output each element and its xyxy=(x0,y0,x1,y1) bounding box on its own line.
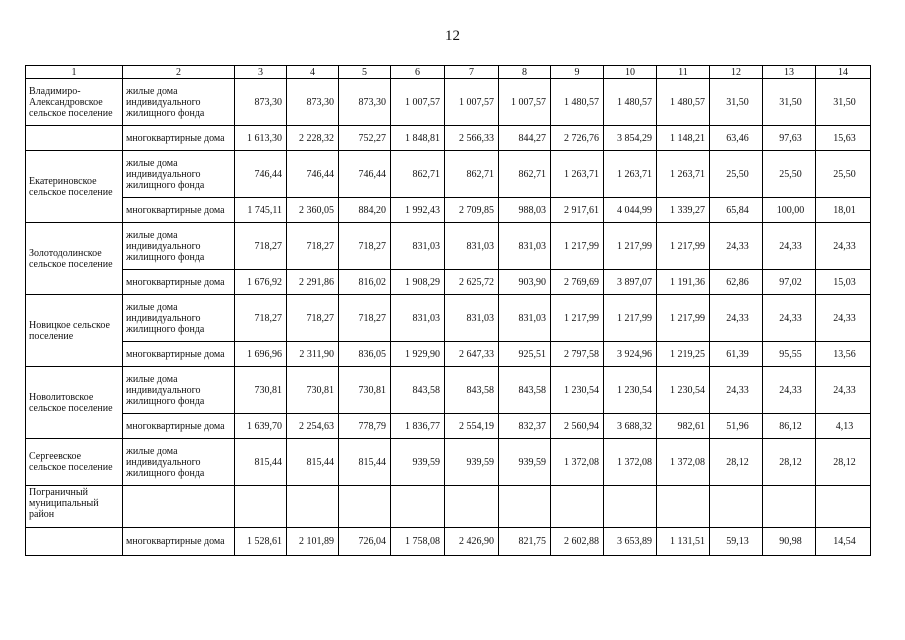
value-cell: 25,50 xyxy=(816,151,871,198)
value-cell: 24,33 xyxy=(763,367,816,414)
value-cell: 2 560,94 xyxy=(551,414,604,439)
value-cell: 1 480,57 xyxy=(657,79,710,126)
value-cell: 1 217,99 xyxy=(604,223,657,270)
settlement-name: Екатериновское сельское поселение xyxy=(26,151,123,223)
value-cell: 24,33 xyxy=(816,367,871,414)
value-cell: 726,04 xyxy=(339,528,391,556)
value-cell: 1 131,51 xyxy=(657,528,710,556)
table-row xyxy=(26,295,871,342)
value-cell: 2 311,90 xyxy=(287,342,339,367)
table-row xyxy=(26,367,871,414)
value-cell: 1 676,92 xyxy=(235,270,287,295)
value-cell: 873,30 xyxy=(235,79,287,126)
value-cell: 718,27 xyxy=(287,223,339,270)
value-cell: 51,96 xyxy=(710,414,763,439)
value-cell: 815,44 xyxy=(235,439,287,486)
value-cell: 718,27 xyxy=(339,295,391,342)
value-cell: 59,13 xyxy=(710,528,763,556)
table-row xyxy=(26,223,871,270)
value-cell: 752,27 xyxy=(339,126,391,151)
value-cell: 862,71 xyxy=(445,151,499,198)
empty-cell xyxy=(763,486,816,528)
value-cell: 24,33 xyxy=(710,223,763,270)
value-cell: 90,98 xyxy=(763,528,816,556)
table-row xyxy=(26,528,871,556)
value-cell: 97,02 xyxy=(763,270,816,295)
column-header: 4 xyxy=(287,66,339,79)
value-cell: 4,13 xyxy=(816,414,871,439)
value-cell: 1 613,30 xyxy=(235,126,287,151)
value-cell: 2 726,76 xyxy=(551,126,604,151)
value-cell: 24,33 xyxy=(763,223,816,270)
value-cell: 831,03 xyxy=(445,295,499,342)
value-cell: 4 044,99 xyxy=(604,198,657,223)
value-cell: 2 797,58 xyxy=(551,342,604,367)
value-cell: 14,54 xyxy=(816,528,871,556)
housing-type: жилые дома индивидуального жилищного фонда xyxy=(123,223,235,270)
value-cell: 2 426,90 xyxy=(445,528,499,556)
value-cell: 2 566,33 xyxy=(445,126,499,151)
housing-type: многоквартирные дома xyxy=(123,198,235,223)
value-cell: 1 219,25 xyxy=(657,342,710,367)
empty-cell xyxy=(123,486,235,528)
value-cell: 832,37 xyxy=(499,414,551,439)
value-cell: 730,81 xyxy=(339,367,391,414)
housing-type: многоквартирные дома xyxy=(123,414,235,439)
value-cell: 2 254,63 xyxy=(287,414,339,439)
value-cell: 988,03 xyxy=(499,198,551,223)
empty-cell xyxy=(710,486,763,528)
empty-cell xyxy=(26,528,123,556)
empty-cell xyxy=(657,486,710,528)
value-cell: 15,63 xyxy=(816,126,871,151)
value-cell: 718,27 xyxy=(235,223,287,270)
value-cell: 1 217,99 xyxy=(657,223,710,270)
value-cell: 65,84 xyxy=(710,198,763,223)
empty-cell xyxy=(287,486,339,528)
empty-cell xyxy=(604,486,657,528)
column-header: 6 xyxy=(391,66,445,79)
value-cell: 63,46 xyxy=(710,126,763,151)
value-cell: 28,12 xyxy=(763,439,816,486)
value-cell: 862,71 xyxy=(499,151,551,198)
value-cell: 1 836,77 xyxy=(391,414,445,439)
empty-cell xyxy=(445,486,499,528)
value-cell: 1 480,57 xyxy=(551,79,604,126)
value-cell: 1 992,43 xyxy=(391,198,445,223)
value-cell: 2 647,33 xyxy=(445,342,499,367)
value-cell: 1 528,61 xyxy=(235,528,287,556)
value-cell: 1 372,08 xyxy=(551,439,604,486)
empty-cell xyxy=(551,486,604,528)
value-cell: 25,50 xyxy=(763,151,816,198)
column-header: 13 xyxy=(763,66,816,79)
housing-type: жилые дома индивидуального жилищного фонда xyxy=(123,295,235,342)
value-cell: 836,05 xyxy=(339,342,391,367)
table-row xyxy=(26,126,871,151)
column-header: 2 xyxy=(123,66,235,79)
value-cell: 1 007,57 xyxy=(391,79,445,126)
value-cell: 1 745,11 xyxy=(235,198,287,223)
housing-type: жилые дома индивидуального жилищного фонда xyxy=(123,79,235,126)
value-cell: 28,12 xyxy=(710,439,763,486)
empty-cell xyxy=(339,486,391,528)
value-cell: 62,86 xyxy=(710,270,763,295)
value-cell: 1 263,71 xyxy=(604,151,657,198)
value-cell: 831,03 xyxy=(391,223,445,270)
value-cell: 18,01 xyxy=(816,198,871,223)
value-cell: 815,44 xyxy=(339,439,391,486)
district-name: Пограничный муниципальный район xyxy=(26,486,123,528)
value-cell: 1 696,96 xyxy=(235,342,287,367)
value-cell: 28,12 xyxy=(816,439,871,486)
value-cell: 1 372,08 xyxy=(657,439,710,486)
value-cell: 1 480,57 xyxy=(604,79,657,126)
value-cell: 1 148,21 xyxy=(657,126,710,151)
column-header: 9 xyxy=(551,66,604,79)
table-row xyxy=(26,198,871,223)
column-header: 3 xyxy=(235,66,287,79)
value-cell: 2 769,69 xyxy=(551,270,604,295)
value-cell: 1 639,70 xyxy=(235,414,287,439)
table-row xyxy=(26,79,871,126)
housing-type: жилые дома индивидуального жилищного фонда xyxy=(123,439,235,486)
value-cell: 24,33 xyxy=(816,223,871,270)
value-cell: 95,55 xyxy=(763,342,816,367)
value-cell: 1 848,81 xyxy=(391,126,445,151)
value-cell: 2 554,19 xyxy=(445,414,499,439)
empty-cell xyxy=(26,126,123,151)
value-cell: 2 917,61 xyxy=(551,198,604,223)
value-cell: 730,81 xyxy=(287,367,339,414)
value-cell: 718,27 xyxy=(235,295,287,342)
value-cell: 884,20 xyxy=(339,198,391,223)
value-cell: 2 291,86 xyxy=(287,270,339,295)
table-row xyxy=(26,414,871,439)
value-cell: 2 360,05 xyxy=(287,198,339,223)
value-cell: 1 007,57 xyxy=(499,79,551,126)
value-cell: 31,50 xyxy=(816,79,871,126)
value-cell: 939,59 xyxy=(499,439,551,486)
value-cell: 31,50 xyxy=(763,79,816,126)
column-header: 7 xyxy=(445,66,499,79)
value-cell: 3 854,29 xyxy=(604,126,657,151)
value-cell: 3 924,96 xyxy=(604,342,657,367)
value-cell: 746,44 xyxy=(339,151,391,198)
value-cell: 2 709,85 xyxy=(445,198,499,223)
value-cell: 1 217,99 xyxy=(657,295,710,342)
value-cell: 1 007,57 xyxy=(445,79,499,126)
empty-cell xyxy=(391,486,445,528)
value-cell: 873,30 xyxy=(339,79,391,126)
value-cell: 1 263,71 xyxy=(657,151,710,198)
value-cell: 100,00 xyxy=(763,198,816,223)
value-cell: 2 101,89 xyxy=(287,528,339,556)
housing-type: жилые дома индивидуального жилищного фонда xyxy=(123,367,235,414)
value-cell: 2 625,72 xyxy=(445,270,499,295)
value-cell: 24,33 xyxy=(816,295,871,342)
value-cell: 843,58 xyxy=(391,367,445,414)
settlement-name: Новолитовское сельское поселение xyxy=(26,367,123,439)
value-cell: 24,33 xyxy=(710,367,763,414)
value-cell: 24,33 xyxy=(710,295,763,342)
settlement-name: Золотодолинское сельское поселение xyxy=(26,223,123,295)
column-header: 8 xyxy=(499,66,551,79)
value-cell: 86,12 xyxy=(763,414,816,439)
value-cell: 1 230,54 xyxy=(657,367,710,414)
empty-cell xyxy=(499,486,551,528)
value-cell: 1 217,99 xyxy=(604,295,657,342)
value-cell: 1 217,99 xyxy=(551,223,604,270)
table-row xyxy=(26,486,871,528)
value-cell: 15,03 xyxy=(816,270,871,295)
housing-type: жилые дома индивидуального жилищного фонда xyxy=(123,151,235,198)
tariff-table xyxy=(25,65,871,556)
header-row xyxy=(26,66,871,79)
value-cell: 939,59 xyxy=(445,439,499,486)
value-cell: 3 897,07 xyxy=(604,270,657,295)
value-cell: 2 602,88 xyxy=(551,528,604,556)
settlement-name: Новицкое сельское поселение xyxy=(26,295,123,367)
value-cell: 746,44 xyxy=(287,151,339,198)
value-cell: 821,75 xyxy=(499,528,551,556)
value-cell: 13,56 xyxy=(816,342,871,367)
value-cell: 816,02 xyxy=(339,270,391,295)
value-cell: 843,58 xyxy=(499,367,551,414)
value-cell: 3 653,89 xyxy=(604,528,657,556)
value-cell: 97,63 xyxy=(763,126,816,151)
value-cell: 1 263,71 xyxy=(551,151,604,198)
value-cell: 1 191,36 xyxy=(657,270,710,295)
column-header: 12 xyxy=(710,66,763,79)
column-header: 1 xyxy=(26,66,123,79)
table-row xyxy=(26,342,871,367)
column-header: 11 xyxy=(657,66,710,79)
value-cell: 718,27 xyxy=(339,223,391,270)
value-cell: 1 758,08 xyxy=(391,528,445,556)
table-row xyxy=(26,151,871,198)
value-cell: 718,27 xyxy=(287,295,339,342)
page-number: 12 xyxy=(445,28,460,44)
value-cell: 843,58 xyxy=(445,367,499,414)
housing-type: многоквартирные дома xyxy=(123,342,235,367)
value-cell: 31,50 xyxy=(710,79,763,126)
value-cell: 2 228,32 xyxy=(287,126,339,151)
housing-type: многоквартирные дома xyxy=(123,270,235,295)
value-cell: 1 230,54 xyxy=(551,367,604,414)
value-cell: 815,44 xyxy=(287,439,339,486)
column-header: 10 xyxy=(604,66,657,79)
value-cell: 925,51 xyxy=(499,342,551,367)
column-header: 14 xyxy=(816,66,871,79)
value-cell: 831,03 xyxy=(445,223,499,270)
table-body xyxy=(26,66,871,556)
housing-type: многоквартирные дома xyxy=(123,528,235,556)
value-cell: 730,81 xyxy=(235,367,287,414)
value-cell: 778,79 xyxy=(339,414,391,439)
table-row xyxy=(26,439,871,486)
housing-type: многоквартирные дома xyxy=(123,126,235,151)
settlement-name: Сергеевское сельское поселение xyxy=(26,439,123,486)
value-cell: 939,59 xyxy=(391,439,445,486)
value-cell: 831,03 xyxy=(499,223,551,270)
value-cell: 982,61 xyxy=(657,414,710,439)
value-cell: 1 217,99 xyxy=(551,295,604,342)
column-header: 5 xyxy=(339,66,391,79)
value-cell: 831,03 xyxy=(499,295,551,342)
empty-cell xyxy=(816,486,871,528)
value-cell: 25,50 xyxy=(710,151,763,198)
value-cell: 3 688,32 xyxy=(604,414,657,439)
value-cell: 1 929,90 xyxy=(391,342,445,367)
value-cell: 61,39 xyxy=(710,342,763,367)
table-row xyxy=(26,270,871,295)
value-cell: 24,33 xyxy=(763,295,816,342)
value-cell: 1 908,29 xyxy=(391,270,445,295)
value-cell: 873,30 xyxy=(287,79,339,126)
empty-cell xyxy=(235,486,287,528)
value-cell: 844,27 xyxy=(499,126,551,151)
value-cell: 831,03 xyxy=(391,295,445,342)
value-cell: 746,44 xyxy=(235,151,287,198)
value-cell: 1 372,08 xyxy=(604,439,657,486)
value-cell: 1 230,54 xyxy=(604,367,657,414)
settlement-name: Владимиро-Александровское сельское поселение xyxy=(26,79,123,126)
value-cell: 1 339,27 xyxy=(657,198,710,223)
value-cell: 862,71 xyxy=(391,151,445,198)
value-cell: 903,90 xyxy=(499,270,551,295)
